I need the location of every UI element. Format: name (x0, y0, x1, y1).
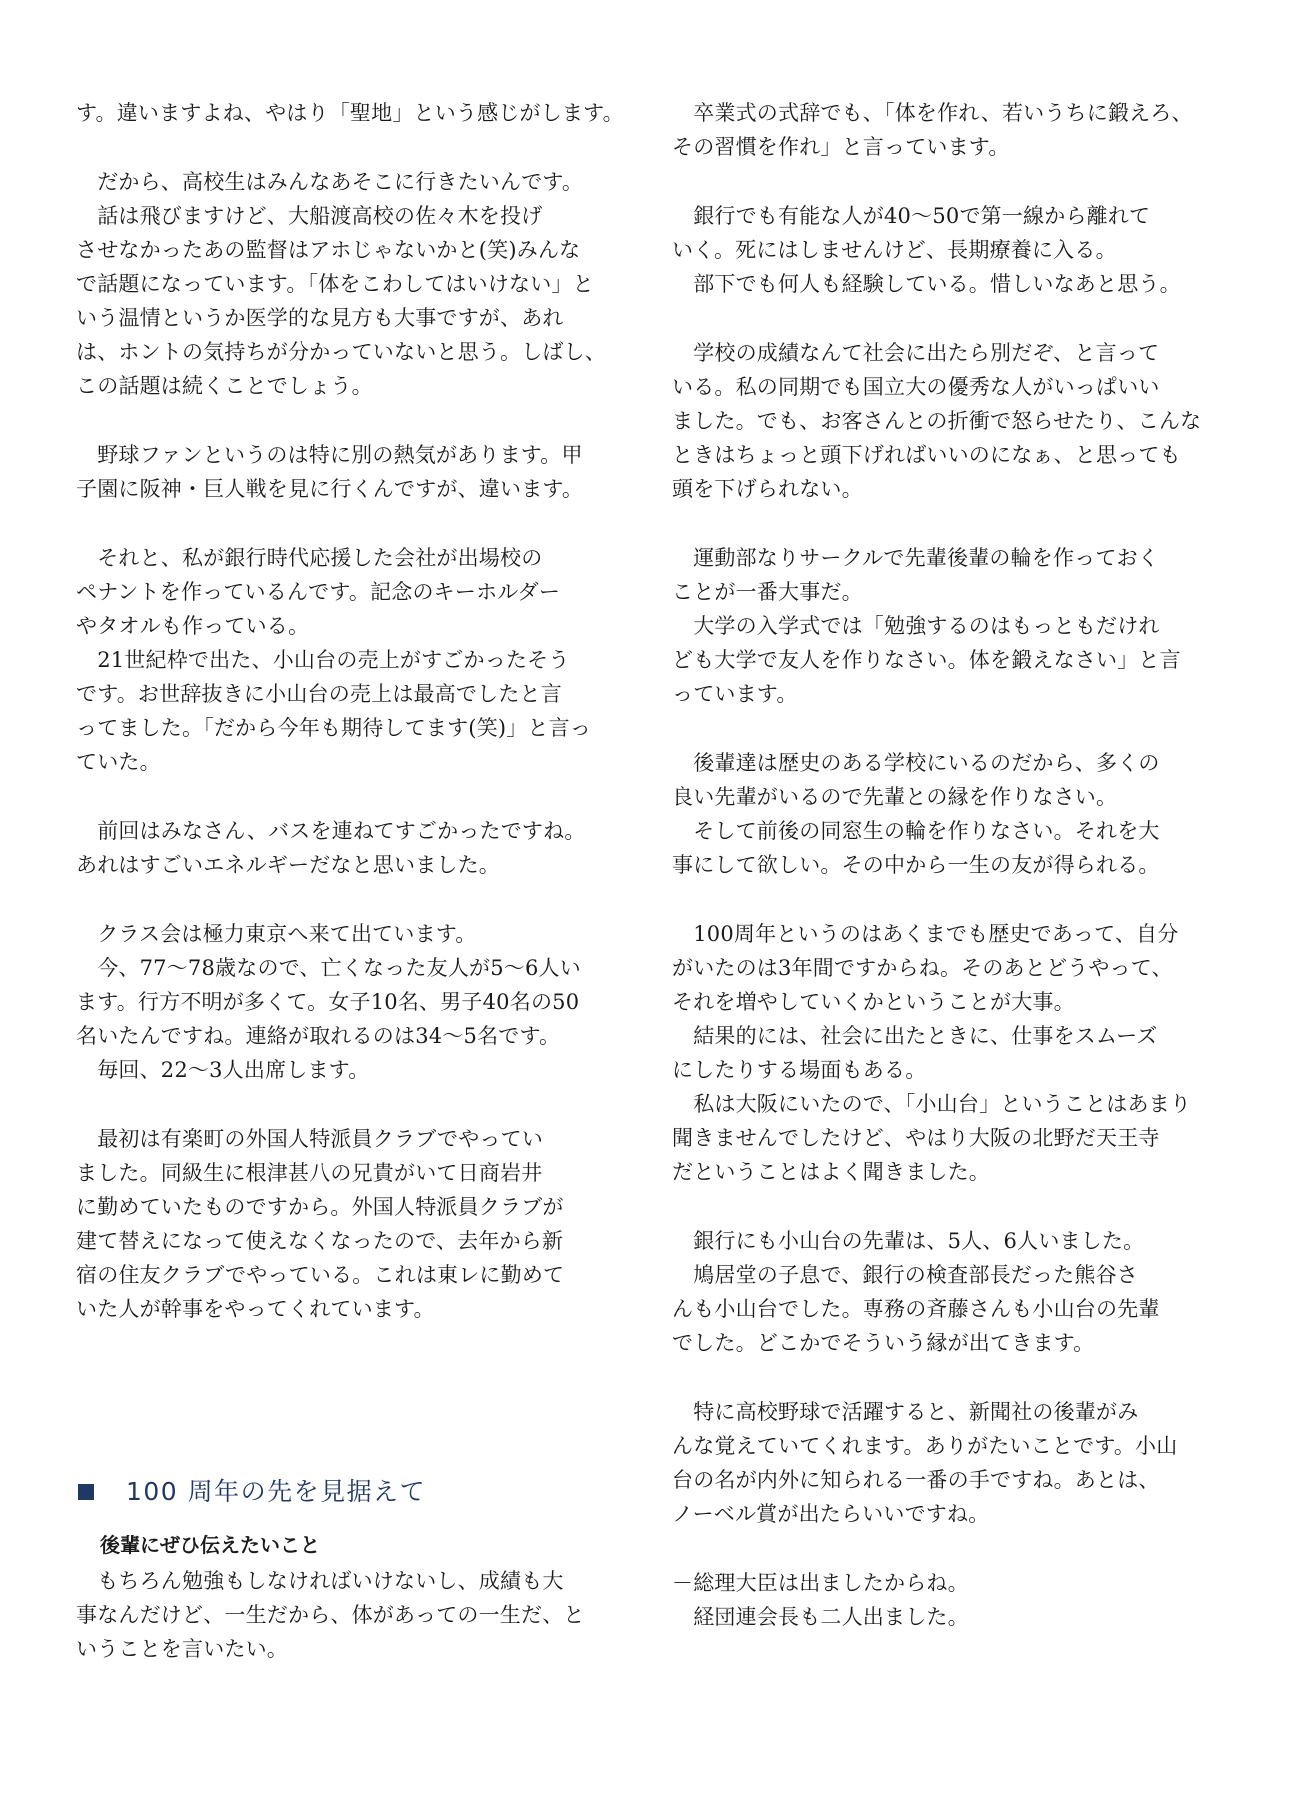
paragraph (672, 917, 1218, 1189)
text-line: ました。同級生に根津甚八の兄貴がいて日商岩井 (76, 1161, 543, 1185)
paragraph (672, 541, 1218, 711)
text-line: っています。 (672, 682, 798, 706)
text-line: いく。死にはしませんけど、長期療養に入る。 (672, 238, 1117, 262)
text-line: ていた。 (76, 750, 161, 774)
text-line: に勤めていたものですから。外国人特派員クラブが (76, 1195, 564, 1219)
paragraph (672, 1224, 1218, 1360)
text-line: 頭を下げられない。 (672, 477, 863, 501)
text-line: 台の名が内外に知られる一番の手ですね。あとは、 (672, 1468, 1160, 1492)
paragraph (76, 814, 616, 882)
text-line: 21世紀枠で出た、小山台の売上がすごかったそう (76, 648, 570, 672)
text-line: 聞きませんでしたけど、やはり大阪の北野だ天王寺 (672, 1126, 1160, 1150)
text-line: それを増やしていくかということが大事。 (672, 990, 1075, 1014)
paragraph (672, 336, 1218, 506)
text-line: 銀行にも小山台の先輩は、5人、6人いました。 (672, 1229, 1145, 1253)
paragraph (76, 165, 616, 403)
text-line: 良い先輩がいるので先輩との縁を作りなさい。 (672, 785, 1118, 809)
text-line: ってました。「だから今年も期待してます(笑)」と言っ (76, 716, 592, 740)
text-line: 銀行でも有能な人が40～50で第一線から離れて (672, 204, 1151, 228)
text-line: させなかったあの監督はアホじゃないかと(笑)みんな (76, 238, 581, 262)
text-line: 毎回、22～3人出席します。 (76, 1058, 370, 1082)
text-line: 最初は有楽町の外国人特派員クラブでやってい (76, 1127, 544, 1151)
text-line: 野球ファンというのは特に別の熱気があります。甲 (76, 443, 583, 467)
text-line: ことが一番大事だ。 (672, 580, 863, 604)
text-line: 鳩居堂の子息で、銀行の検査部長だった熊谷さ (672, 1263, 1138, 1287)
text-line: ます。行方不明が多くて。女子10名、男子40名の50 (76, 990, 580, 1014)
paragraph (76, 541, 616, 779)
text-line: いう温情というか医学的な見方も大事ですが、あれ (76, 306, 564, 330)
closing-paragraph (76, 1564, 616, 1666)
right-column (672, 96, 1218, 1669)
text-line: いうことを言いたい。 (76, 1637, 288, 1661)
text-line: だということはよく聞きました。 (672, 1160, 990, 1184)
text-line: いた人が幹事をやってくれています。 (76, 1297, 435, 1321)
text-line: もちろん勉強もしなければいけないし、成績も大 (76, 1569, 564, 1593)
text-line: その習慣を作れ」と言っています。 (672, 135, 1010, 159)
text-line: んな覚えていてくれます。ありがたいことです。小山 (672, 1434, 1178, 1458)
text-line: 後輩達は歴史のある学校にいるのだから、多くの (672, 751, 1160, 775)
square-bullet-icon (78, 1484, 94, 1500)
text-line: です。お世辞抜きに小山台の売上は最高でしたと言 (76, 682, 562, 706)
text-line: 建て替えになって使えなくなったので、去年から新 (76, 1229, 564, 1253)
text-line: 100周年というのはあくまでも歴史であって、自分 (672, 922, 1179, 946)
text-line: 今、77～78歳なので、亡くなった友人が5～6人い (76, 956, 581, 980)
paragraph (672, 96, 1218, 164)
text-line: そして前後の同窓生の輪を作りなさい。それを大 (672, 819, 1160, 843)
text-line: ノーベル賞が出たらいいですね。 (672, 1502, 990, 1526)
paragraph (76, 96, 624, 130)
text-line: ども大学で友人を作りなさい。体を鍛えなさい」と言 (672, 648, 1181, 672)
text-line: 卒業式の式辞でも、「体を作れ、若いうちに鍛えろ、 (672, 101, 1193, 125)
paragraph (672, 746, 1218, 882)
text-line: で話題になっています。「体をこわしてはいけない」と (76, 272, 594, 296)
section-heading (76, 1470, 616, 1514)
text-line: 経団連会長も二人出ました。 (672, 1605, 969, 1629)
text-line: －総理大臣は出ましたからね。 (672, 1571, 969, 1595)
text-line: 特に高校野球で活躍すると、新聞社の後輩がみ (672, 1400, 1139, 1424)
paragraph (76, 1122, 616, 1326)
text-line: いる。私の同期でも国立大の優秀な人がいっぱいい (672, 375, 1160, 399)
text-line: 子園に阪神・巨人戦を見に行くんですが、違います。 (76, 477, 584, 501)
text-line: んも小山台でした。専務の斉藤さんも小山台の先輩 (672, 1297, 1160, 1321)
text-line: でした。どこかでそういう縁が出てきます。 (672, 1331, 1095, 1355)
paragraph (76, 917, 616, 1087)
text-line: やタオルも作っている。 (76, 614, 310, 638)
text-line: 部下でも何人も経験している。惜しいなあと思う。 (672, 272, 1181, 296)
text-line: だから、高校生はみんなあそこに行きたいんです。 (76, 170, 584, 194)
section-heading-text: 100 周年の先を見据えて (126, 1477, 427, 1506)
text-line: あれはすごいエネルギーだなと思いました。 (76, 853, 500, 877)
text-line: す。違いますよね、やはり「聖地」という感じがします。 (76, 101, 624, 125)
text-line: 名いたんですね。連絡が取れるのは34～5名です。 (76, 1024, 561, 1048)
text-line: ました。でも、お客さんとの折衝で怒らせたり、こんな (672, 409, 1202, 433)
text-line: 話は飛びますけど、大船渡高校の佐々木を投げ (76, 204, 543, 228)
paragraph (672, 1395, 1218, 1531)
text-line: 前回はみなさん、バスを連ねてすごかったですね。 (76, 819, 586, 843)
text-line: 運動部なりサークルで先輩後輩の輪を作っておく (672, 546, 1159, 570)
text-line: クラス会は極力東京へ来て出ています。 (76, 922, 477, 946)
paragraph (672, 1566, 1218, 1634)
text-line: 学校の成績なんて社会に出たら別だぞ、と言って (672, 341, 1160, 365)
text-line: 大学の入学式では「勉強するのはもっともだけれ (672, 614, 1160, 638)
subheading: 後輩にぜひ伝えたいこと (100, 1533, 320, 1557)
text-line: 事なんだけど、一生だから、体があっての一生だ、と (76, 1603, 585, 1627)
text-line: それと、私が銀行時代応援した会社が出場校の (76, 546, 543, 570)
text-line: 私は大阪にいたので、「小山台」ということはあまり (672, 1092, 1192, 1116)
text-line: がいたのは3年間ですからね。そのあとどうやって、 (672, 956, 1173, 980)
text-line: にしたりする場面もある。 (672, 1058, 927, 1082)
paragraph (672, 199, 1218, 301)
left-column (76, 96, 624, 1361)
text-line: 結果的には、社会に出たときに、仕事をスムーズ (672, 1024, 1158, 1048)
text-line: ペナントを作っているんです。記念のキーホルダー (76, 580, 561, 604)
text-line: 宿の住友クラブでやっている。これは東レに勤めて (76, 1263, 565, 1287)
text-line: 事にして欲しい。その中から一生の友が得られる。 (672, 853, 1160, 877)
paragraph (76, 438, 616, 506)
text-line: この話題は続くことでしょう。 (76, 374, 373, 398)
text-line: ときはちょっと頭下げればいいのになぁ、と思っても (672, 443, 1181, 467)
text-line: は、ホントの気持ちが分かっていないと思う。しばし、 (76, 340, 606, 364)
